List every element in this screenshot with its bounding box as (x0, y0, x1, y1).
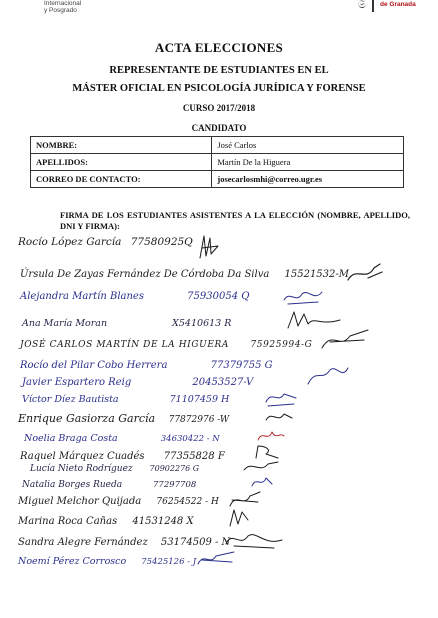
document-title: ACTA ELECCIONES (154, 40, 284, 55)
university-logo-right (358, 0, 438, 12)
course-year: CURSO 2017/2018 (182, 103, 256, 113)
signatory-dni: 53174509 - N (160, 537, 231, 548)
signature-mark (226, 506, 252, 530)
signatory-name: Rocío López García (18, 236, 122, 248)
signature-mark (256, 428, 286, 444)
list-item (18, 236, 193, 248)
signature-mark (196, 232, 222, 260)
signatory-name: Víctor Díez Bautista (22, 394, 119, 405)
list-item (20, 360, 273, 371)
signatory-name: Marina Roca Cañas (18, 516, 118, 527)
signature-mark (346, 262, 386, 284)
logo-divider (372, 0, 374, 12)
list-item (24, 433, 220, 444)
document-subtitle-2: MÁSTER OFICIAL EN PSICOLOGÍA JURÍDICA Y FORENSE (72, 83, 366, 94)
signature-mark (196, 548, 236, 568)
candidate-table (30, 136, 404, 188)
signatory-dni: 77379755 G (210, 360, 273, 371)
signature-mark (264, 408, 294, 426)
list-item (22, 318, 231, 329)
signatory-dni: 70902276 G (149, 464, 200, 473)
email-value: josecarlosmhi@correo.ugr.es (212, 171, 404, 188)
list-item (18, 496, 219, 507)
signatory-dni: 77297708 (153, 480, 197, 490)
signatory-dni: 75930054 Q (187, 291, 250, 302)
signature-mark (282, 286, 324, 308)
signatory-dni: 15521532-M (284, 269, 350, 280)
signatory-name: Raquel Márquez Cuadés (20, 451, 145, 462)
signature-heading: FIRMA DE LOS ESTUDIANTES ASISTENTES A LA ELECCIÓN (NOMBRE, APELLIDO, DNI Y FIRMA): (60, 210, 410, 231)
signatory-dni: 75925994-G (250, 340, 313, 350)
signatory-name: Úrsula De Zayas Fernández De Córdoba Da Silva (20, 269, 270, 280)
signature-mark (306, 362, 350, 388)
surname-value: Martín De la Higuera (212, 154, 404, 171)
list-item (20, 291, 249, 302)
logo-text: de Granada (380, 1, 416, 8)
signatory-name: JOSÉ CARLOS MARTÍN DE LA HIGUERA (20, 340, 229, 350)
table-row (31, 154, 404, 171)
signatory-dni: 20453527-V (192, 377, 254, 388)
signatory-name: Enrique Gasiorza García (18, 412, 156, 425)
table-row (31, 171, 404, 188)
signature-mark (320, 328, 372, 352)
list-item (22, 480, 196, 490)
signatory-name: Rocío del Pilar Cobo Herrera (20, 360, 168, 371)
signatory-name: Noelia Braga Costa (24, 433, 118, 444)
document-subtitle-1: REPRESENTANTE DE ESTUDIANTES EN EL (109, 65, 329, 76)
candidate-section-title: CANDIDATO (191, 123, 247, 133)
signatory-name: Lucía Nieto Rodríguez (30, 464, 133, 474)
list-item (18, 537, 230, 548)
list-item (20, 451, 225, 462)
table-row (31, 137, 404, 154)
signatory-dni: 71107459 H (169, 394, 230, 405)
name-value: José Carlos (212, 137, 404, 154)
signature-mark (264, 388, 298, 408)
list-item (18, 516, 194, 527)
signatory-dni: 75425126 - J (141, 557, 197, 567)
signatory-name: Ana María Moran (22, 318, 108, 329)
signatory-dni: X5410613 R (172, 318, 232, 329)
signatory-dni: 76254522 - H (156, 497, 219, 507)
logo-line-1: Internacional (44, 0, 82, 7)
list-item (18, 412, 229, 425)
university-logo-left (44, 0, 81, 14)
signatory-name: Alejandra Martín Blanes (20, 291, 144, 302)
name-label: NOMBRE: (31, 137, 212, 154)
list-item (22, 394, 229, 405)
list-item (20, 340, 312, 350)
signatory-name: Natalia Borges Rueda (22, 480, 123, 490)
signature-mark (224, 528, 284, 550)
signatory-dni: 77580925Q (130, 236, 193, 248)
signatory-dni: 34630422 - N (160, 434, 220, 444)
surname-label: APELLIDOS: (31, 154, 212, 171)
list-item (18, 556, 196, 567)
logo-glyph-icon: 𝔖 (358, 0, 366, 11)
signatory-dni: 77355828 F (163, 451, 225, 462)
signatory-name: Javier Espartero Reig (22, 377, 132, 388)
logo-line-2: y Posgrado (44, 7, 77, 14)
email-label: CORREO DE CONTACTO: (31, 171, 212, 188)
list-item (20, 269, 349, 280)
list-item (30, 464, 199, 474)
signatory-dni: 41531248 X (132, 516, 194, 527)
signatory-name: Miguel Melchor Quijada (18, 496, 142, 507)
signatory-name: Sandra Alegre Fernández (18, 537, 148, 548)
signatory-dni: 77872976 -W (168, 415, 230, 425)
list-item (22, 377, 253, 388)
signatory-name: Noemí Pérez Corrosco (18, 556, 127, 567)
